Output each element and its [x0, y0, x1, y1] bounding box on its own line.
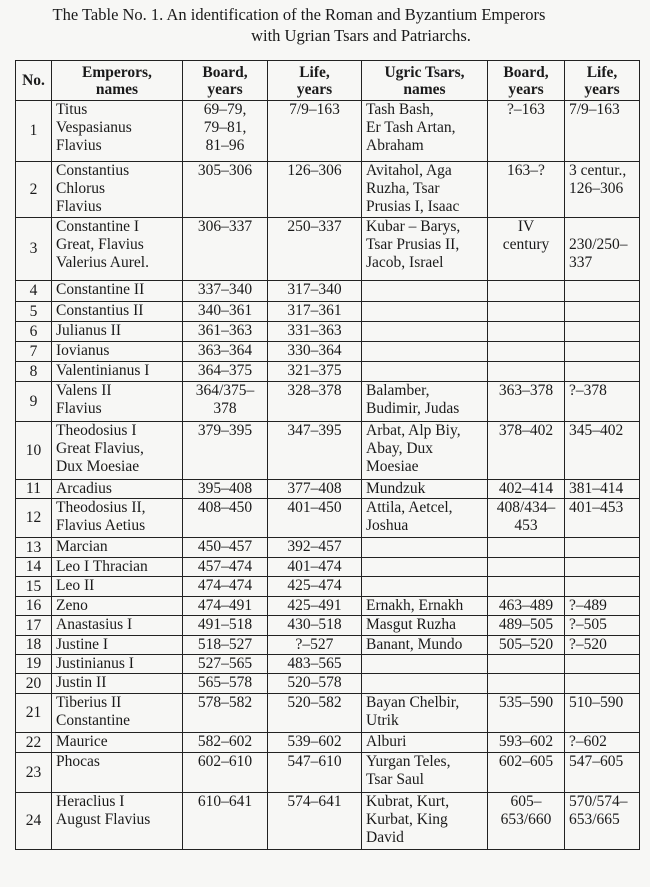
tsar-name — [362, 538, 488, 558]
emperor-life-years: 330–364 — [268, 342, 362, 362]
tsar-life-years: 510–590 — [565, 694, 640, 733]
emperor-board-years: 565–578 — [183, 674, 268, 694]
emperor-life-years: 317–340 — [268, 281, 362, 302]
emperor-life-years: 347–395 — [268, 422, 362, 480]
table-row — [16, 162, 640, 218]
table-header-row — [16, 61, 640, 101]
tsar-life-years: 345–402 — [565, 422, 640, 480]
tsar-name — [362, 281, 488, 302]
header-emperor-board: Board, years — [183, 61, 268, 101]
table-row — [16, 342, 640, 362]
table-row — [16, 753, 640, 793]
tsar-life-years — [565, 302, 640, 322]
emperor-name: Titus Vespasianus Flavius — [52, 101, 183, 162]
row-number: 20 — [16, 674, 52, 694]
emperor-life-years: 574–641 — [268, 793, 362, 850]
tsar-board-years — [488, 302, 565, 322]
row-number: 13 — [16, 538, 52, 558]
tsar-board-years: 505–520 — [488, 636, 565, 655]
emperor-life-years: 401–450 — [268, 499, 362, 538]
table-row — [16, 480, 640, 499]
emperor-board-years: 474–491 — [183, 597, 268, 616]
tsar-life-years — [565, 362, 640, 382]
emperor-board-years: 306–337 — [183, 218, 268, 281]
tsar-life-years — [565, 577, 640, 597]
tsar-board-years: 489–505 — [488, 616, 565, 636]
emperor-board-years: 474–474 — [183, 577, 268, 597]
tsar-board-years — [488, 655, 565, 674]
tsar-board-years: ?–163 — [488, 101, 565, 162]
table-row — [16, 538, 640, 558]
emperor-board-years: 610–641 — [183, 793, 268, 850]
tsar-board-years: 408/434– 453 — [488, 499, 565, 538]
tsar-name: Kubrat, Kurt, Kurbat, King David — [362, 793, 488, 850]
emperor-board-years: 361–363 — [183, 322, 268, 342]
tsar-board-years — [488, 538, 565, 558]
emperor-name: Arcadius — [52, 480, 183, 499]
emperor-board-years: 364/375– 378 — [183, 382, 268, 422]
emperor-life-years: 331–363 — [268, 322, 362, 342]
tsar-life-years: 381–414 — [565, 480, 640, 499]
emperor-life-years: 430–518 — [268, 616, 362, 636]
emperor-board-years: 408–450 — [183, 499, 268, 538]
emperor-life-years: 377–408 — [268, 480, 362, 499]
row-number: 18 — [16, 636, 52, 655]
emperor-name: Constantine II — [52, 281, 183, 302]
row-number: 5 — [16, 302, 52, 322]
tsar-life-years — [565, 322, 640, 342]
header-emperor-life: Life, years — [268, 61, 362, 101]
emperor-life-years: 392–457 — [268, 538, 362, 558]
tsar-life-years — [565, 281, 640, 302]
table-row — [16, 382, 640, 422]
header-no: No. — [16, 61, 52, 101]
table-row — [16, 674, 640, 694]
emperor-name: Phocas — [52, 753, 183, 793]
tsar-board-years — [488, 322, 565, 342]
table-row — [16, 655, 640, 674]
tsar-life-years: 547–605 — [565, 753, 640, 793]
emperor-name: Iovianus — [52, 342, 183, 362]
tsar-life-years — [565, 674, 640, 694]
table-body — [16, 101, 640, 850]
table-caption — [0, 4, 650, 46]
emperor-board-years: 518–527 — [183, 636, 268, 655]
row-number: 17 — [16, 616, 52, 636]
tsar-life-years — [565, 342, 640, 362]
emperor-life-years: 126–306 — [268, 162, 362, 218]
tsar-name: Attila, Aetcel, Joshua — [362, 499, 488, 538]
emperor-life-years: 328–378 — [268, 382, 362, 422]
tsar-board-years — [488, 342, 565, 362]
row-number: 12 — [16, 499, 52, 538]
emperors-table — [15, 60, 640, 850]
emperor-life-years: 250–337 — [268, 218, 362, 281]
tsar-name: Tash Bash, Er Tash Artan, Abraham — [362, 101, 488, 162]
tsar-life-years: 401–453 — [565, 499, 640, 538]
tsar-name: Bayan Chelbir, Utrik — [362, 694, 488, 733]
table-row — [16, 636, 640, 655]
tsar-life-years — [565, 655, 640, 674]
row-number: 7 — [16, 342, 52, 362]
emperor-board-years: 69–79, 79–81, 81–96 — [183, 101, 268, 162]
emperor-board-years: 340–361 — [183, 302, 268, 322]
tsar-name — [362, 577, 488, 597]
row-number: 3 — [16, 218, 52, 281]
emperor-life-years: 401–474 — [268, 558, 362, 577]
emperor-name: Valens II Flavius — [52, 382, 183, 422]
tsar-name: Masgut Ruzha — [362, 616, 488, 636]
row-number: 10 — [16, 422, 52, 480]
row-number: 11 — [16, 480, 52, 499]
table-row — [16, 322, 640, 342]
tsar-board-years: 535–590 — [488, 694, 565, 733]
emperor-board-years: 364–375 — [183, 362, 268, 382]
emperor-name: Constantine I Great, Flavius Valerius Aurel. — [52, 218, 183, 281]
tsar-board-years — [488, 558, 565, 577]
tsar-name — [362, 655, 488, 674]
emperor-name: Anastasius I — [52, 616, 183, 636]
emperor-name: Leo II — [52, 577, 183, 597]
emperor-board-years: 305–306 — [183, 162, 268, 218]
emperor-life-years: 317–361 — [268, 302, 362, 322]
emperor-name: Justine I — [52, 636, 183, 655]
row-number: 9 — [16, 382, 52, 422]
emperor-board-years: 395–408 — [183, 480, 268, 499]
emperor-name: Zeno — [52, 597, 183, 616]
tsar-life-years: ?–602 — [565, 733, 640, 753]
row-number: 21 — [16, 694, 52, 733]
emperor-board-years: 602–610 — [183, 753, 268, 793]
emperor-name: Theodosius II, Flavius Aetius — [52, 499, 183, 538]
emperor-name: Tiberius II Constantine — [52, 694, 183, 733]
emperor-life-years: 539–602 — [268, 733, 362, 753]
emperor-name: Marcian — [52, 538, 183, 558]
emperor-name: Leo I Thracian — [52, 558, 183, 577]
emperor-life-years: 520–582 — [268, 694, 362, 733]
emperor-board-years: 450–457 — [183, 538, 268, 558]
row-number: 24 — [16, 793, 52, 850]
emperor-name: Justinianus I — [52, 655, 183, 674]
tsar-name: Balamber, Budimir, Judas — [362, 382, 488, 422]
tsar-board-years: 402–414 — [488, 480, 565, 499]
emperor-life-years: 7/9–163 — [268, 101, 362, 162]
table-row — [16, 362, 640, 382]
tsar-name: Kubar – Barys, Tsar Prusias II, Jacob, Israel — [362, 218, 488, 281]
emperor-life-years: 547–610 — [268, 753, 362, 793]
table-row — [16, 558, 640, 577]
tsar-name: Arbat, Alp Biy, Abay, Dux Moesiae — [362, 422, 488, 480]
emperor-board-years: 491–518 — [183, 616, 268, 636]
tsar-name: Banant, Mundo — [362, 636, 488, 655]
tsar-board-years: 378–402 — [488, 422, 565, 480]
header-tsars: Ugric Tsars, names — [362, 61, 488, 101]
emperor-board-years: 582–602 — [183, 733, 268, 753]
table-row — [16, 302, 640, 322]
tsar-name — [362, 302, 488, 322]
row-number: 4 — [16, 281, 52, 302]
tsar-life-years: 230/250– 337 — [565, 218, 640, 281]
table-row — [16, 733, 640, 753]
tsar-life-years: ?–505 — [565, 616, 640, 636]
row-number: 8 — [16, 362, 52, 382]
tsar-name — [362, 558, 488, 577]
emperor-name: Heraclius I August Flavius — [52, 793, 183, 850]
tsar-board-years — [488, 362, 565, 382]
table-row — [16, 499, 640, 538]
header-emperors: Emperors, names — [52, 61, 183, 101]
row-number: 19 — [16, 655, 52, 674]
tsar-board-years — [488, 281, 565, 302]
row-number: 15 — [16, 577, 52, 597]
table-row — [16, 101, 640, 162]
emperor-board-years: 578–582 — [183, 694, 268, 733]
caption-line-1: The Table No. 1. An identification of the Roman and Byzantium Emperors — [52, 5, 546, 24]
tsar-name — [362, 362, 488, 382]
tsar-board-years — [488, 577, 565, 597]
table-row — [16, 597, 640, 616]
emperor-name: Valentinianus I — [52, 362, 183, 382]
emperor-board-years: 337–340 — [183, 281, 268, 302]
table-row — [16, 616, 640, 636]
tsar-life-years: ?–378 — [565, 382, 640, 422]
tsar-name: Yurgan Teles, Tsar Saul — [362, 753, 488, 793]
tsar-board-years: 605– 653/660 — [488, 793, 565, 850]
tsar-name: Mundzuk — [362, 480, 488, 499]
tsar-name: Avitahol, Aga Ruzha, Tsar Prusias I, Isaac — [362, 162, 488, 218]
emperor-name: Justin II — [52, 674, 183, 694]
tsar-name — [362, 342, 488, 362]
emperor-name: Constantius Chlorus Flavius — [52, 162, 183, 218]
table-row — [16, 577, 640, 597]
tsar-life-years: 7/9–163 — [565, 101, 640, 162]
tsar-name: Alburi — [362, 733, 488, 753]
emperor-life-years: 483–565 — [268, 655, 362, 674]
tsar-life-years — [565, 538, 640, 558]
tsar-board-years: IV century — [488, 218, 565, 281]
row-number: 1 — [16, 101, 52, 162]
tsar-board-years — [488, 674, 565, 694]
emperor-name: Theodosius I Great Flavius, Dux Moesiae — [52, 422, 183, 480]
row-number: 2 — [16, 162, 52, 218]
header-tsar-life: Life, years — [565, 61, 640, 101]
tsar-life-years: ?–520 — [565, 636, 640, 655]
tsar-name: Ernakh, Ernakh — [362, 597, 488, 616]
tsar-board-years: 163–? — [488, 162, 565, 218]
table-row — [16, 422, 640, 480]
emperor-name: Constantius II — [52, 302, 183, 322]
row-number: 16 — [16, 597, 52, 616]
emperor-board-years: 363–364 — [183, 342, 268, 362]
emperor-life-years: 321–375 — [268, 362, 362, 382]
row-number: 23 — [16, 753, 52, 793]
table-row — [16, 281, 640, 302]
table-row — [16, 793, 640, 850]
tsar-name — [362, 674, 488, 694]
tsar-name — [362, 322, 488, 342]
table-row — [16, 218, 640, 281]
tsar-life-years: 3 centur., 126–306 — [565, 162, 640, 218]
tsar-board-years: 463–489 — [488, 597, 565, 616]
tsar-board-years: 602–605 — [488, 753, 565, 793]
row-number: 6 — [16, 322, 52, 342]
emperor-life-years: 520–578 — [268, 674, 362, 694]
emperor-board-years: 457–474 — [183, 558, 268, 577]
caption-line-2: with Ugrian Tsars and Patriarchs. — [251, 26, 471, 45]
emperor-life-years: 425–491 — [268, 597, 362, 616]
tsar-life-years: 570/574– 653/665 — [565, 793, 640, 850]
emperor-life-years: 425–474 — [268, 577, 362, 597]
tsar-life-years: ?–489 — [565, 597, 640, 616]
emperor-board-years: 527–565 — [183, 655, 268, 674]
header-tsar-board: Board, years — [488, 61, 565, 101]
emperor-board-years: 379–395 — [183, 422, 268, 480]
tsar-board-years: 593–602 — [488, 733, 565, 753]
emperor-name: Julianus II — [52, 322, 183, 342]
row-number: 22 — [16, 733, 52, 753]
tsar-board-years: 363–378 — [488, 382, 565, 422]
tsar-life-years — [565, 558, 640, 577]
emperor-name: Maurice — [52, 733, 183, 753]
row-number: 14 — [16, 558, 52, 577]
table-row — [16, 694, 640, 733]
emperor-life-years: ?–527 — [268, 636, 362, 655]
